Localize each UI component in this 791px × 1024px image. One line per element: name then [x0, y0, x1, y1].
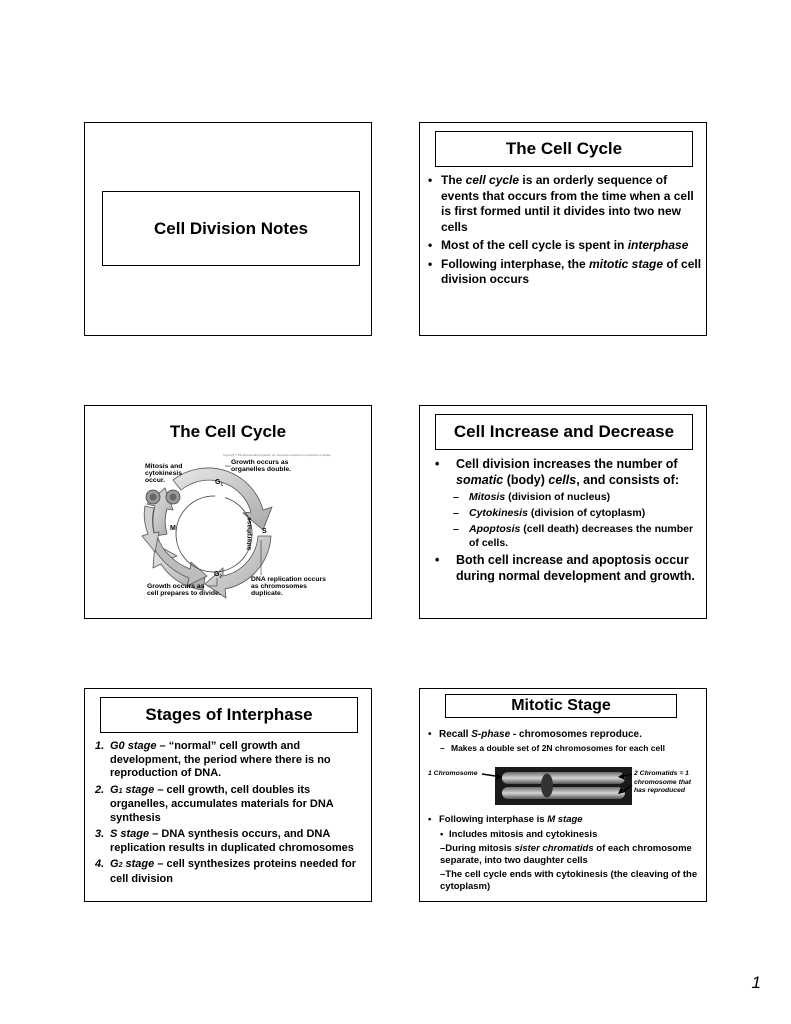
slide-4-sub-item: – Cytokinesis (division of cytoplasm) — [453, 507, 646, 519]
slide-5-item: 4. G2 stage – cell synthesizes proteins needed for cell division — [95, 858, 356, 885]
slide-6-sub-item: –The cell cycle ends with cytokinesis (the cleaving of the cytoplasm) — [440, 868, 698, 892]
slide-4-bullet: • Cell division increases the number of somatic (body) cells, and consists of: — [435, 457, 679, 487]
slide-6-sub-item: • Includes mitosis and cytokinesis — [440, 829, 598, 840]
label-g2: G — [214, 571, 220, 578]
centromere-icon — [541, 774, 553, 798]
label-mitosis-line: cytokinesis — [145, 470, 183, 477]
slide-4-sub-item: – Mitosis (division of nucleus) — [453, 491, 611, 503]
slide-5-list — [95, 740, 367, 886]
slide-4-bullets — [432, 457, 700, 584]
slide-6-title: Mitotic Stage — [511, 697, 611, 714]
chromosome-label-right — [634, 770, 691, 796]
label-growth-bottom-line: Growth occurs as — [147, 583, 205, 590]
label-growth-top-line: Growth occurs as — [231, 459, 289, 466]
label-s: S — [262, 528, 267, 535]
slide-5-item: 2. G1 stage – cell growth, cell doubles its organelles, accumulates materials for DNA synthesis — [95, 783, 334, 824]
label-interphase: Interphase — [246, 517, 253, 550]
label-m: M — [170, 525, 176, 532]
label-g1: G — [215, 479, 221, 486]
slide-6-sub-item: –During mitosis sister chromatids of each chromosome separate, into two daughter cells — [440, 842, 692, 866]
slide-2-title-box — [435, 131, 693, 167]
inner-cycle-circle — [176, 496, 252, 572]
slide-4-bullet: • Both cell increase and apoptosis occur during normal development and growth. — [435, 553, 695, 583]
slide-5-item: 3. S stage – DNA synthesis occurs, and DNA replication results in duplicated chromosomes — [95, 828, 354, 854]
g1-arrow-icon — [173, 468, 272, 530]
label-mitosis-line: occur. — [145, 477, 166, 484]
slide-2-bullet: • Most of the cell cycle is spent in interphase — [428, 238, 689, 252]
slide-2 — [419, 122, 707, 336]
slide-6-recall: • Recall S-phase - chromosomes reproduce. — [428, 729, 642, 740]
label-g2-sub: 2 — [219, 573, 222, 579]
slide-6-following: • Following interphase is M stage — [428, 814, 583, 825]
label-g1-sub: 1 — [220, 481, 223, 487]
chromatid-icon — [502, 787, 625, 799]
slide-2-bullet: • Following interphase, the mitotic stage of cell division occurs — [428, 256, 702, 286]
slide-1-title-box — [102, 191, 360, 266]
cell-icon — [170, 494, 177, 501]
slide-4-sub-item: – Apoptosis (cell death) decreases the number of cells. — [453, 523, 694, 549]
label-mitosis-line: Mitosis and — [145, 463, 183, 470]
svg-text:Growth occurs as organel — [231, 459, 291, 473]
slide-1-title: Cell Division Notes — [154, 218, 308, 238]
svg-text:DNA replication occurs a — [251, 576, 328, 597]
slide-4-title: Cell Increase and Decrease — [453, 422, 675, 441]
slide-4-sub-list — [432, 490, 700, 550]
chromosome-label-left: 1 Chromosome — [428, 770, 478, 777]
chromatid-icon — [502, 772, 625, 784]
slide-5-title: Stages of Interphase — [145, 705, 313, 724]
slide-2-bullets — [428, 173, 704, 288]
slide-4 — [419, 405, 707, 619]
slide-5-title-box — [100, 697, 358, 733]
chromosome-label-right-line: 2 Chromatids = 1 — [634, 770, 689, 777]
cell-icon — [150, 494, 157, 501]
slide-6 — [419, 688, 707, 902]
slide-3 — [84, 405, 372, 619]
page-number: 1 — [751, 973, 761, 992]
cell-cycle-diagram — [85, 406, 373, 620]
chromosome-label-right-line: has reproduced — [634, 787, 685, 794]
slide-6-title-box — [445, 694, 677, 718]
chromosome-label-right-line: chromosome that — [634, 778, 692, 786]
label-growth-bottom-line: cell prepares to divide. — [147, 590, 221, 597]
label-dna-line: duplicate. — [251, 590, 283, 597]
slide-5 — [84, 688, 372, 902]
slide-5-item: 1. G0 stage – “normal” cell growth and development, the period where there is no reproduction of DNA. — [95, 740, 331, 779]
slide-6-sub-list — [440, 829, 704, 894]
slide-6-recall-sub: – Makes a double set of 2N chromosomes for each cell — [440, 743, 665, 753]
slide-4-title-box — [435, 414, 693, 450]
slide-2-bullet: • The cell cycle is an orderly sequence of events that occurs from the time when a cell is first formed until it divides into two new cells — [428, 173, 694, 234]
label-growth-top-line: organelles double. — [231, 466, 292, 473]
slide-2-title: The Cell Cycle — [505, 139, 623, 158]
diagram-copyright: Copyright © The McGraw-Hill Companies, Inc. Permission required for reproduction or display. — [223, 454, 332, 457]
slide-3-title: The Cell Cycle — [169, 422, 287, 441]
label-dna-line: as chromosomes — [251, 583, 307, 590]
label-dna-line: DNA replication occurs — [251, 576, 326, 583]
slide-1 — [84, 122, 372, 336]
